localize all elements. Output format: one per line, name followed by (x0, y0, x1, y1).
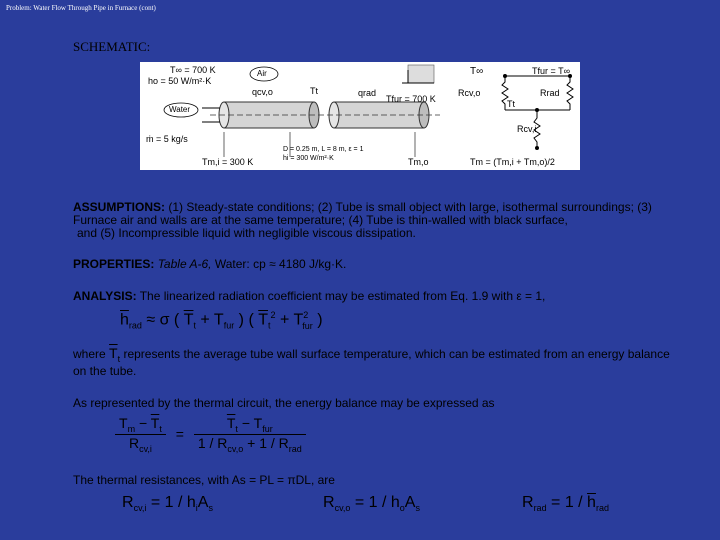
fig-qrad: qrad (358, 88, 377, 98)
fig-tt-circuit: Tt (507, 99, 515, 109)
assumptions-label: ASSUMPTIONS: (73, 200, 166, 214)
eq-rcvi: $R_{cv,i} = 1 / h_iA_s$ (122, 494, 213, 514)
schematic-figure (140, 62, 580, 170)
fig-water: Water (169, 105, 191, 114)
fig-dims: D = 0.25 m, L = 8 m, ε = 1 (283, 146, 364, 153)
fig-tmo: Tm,o (408, 157, 429, 167)
assumptions-line2: Furnace air and walls are at the same temperature; (4) Tube is thin-walled with black surface, (73, 213, 568, 227)
properties-table: Table A-6, (157, 257, 212, 271)
properties-block (73, 258, 346, 271)
analysis-label: ANALYSIS: (73, 289, 137, 303)
properties-label: PROPERTIES: (73, 257, 155, 271)
fig-air: Air (257, 69, 267, 78)
eq-energy-balance: $T_m - \overline{T}_t$ $R_{cv,i}$ = $\overline{T}_t - T_{fur}$ $1 / R_{cv,o} + 1 / R_{rad}$ (115, 415, 306, 454)
fig-tt-top: Tt (310, 86, 318, 96)
assumptions-line3: and (5) Incompressible liquid with negligible viscous dissipation. (77, 226, 416, 240)
fig-rcvo: Rcv,o (458, 88, 481, 98)
fig-tmi: Tm,i = 300 K (202, 157, 254, 167)
fig-tinf-circuit: T∞ (470, 66, 484, 77)
properties-text: Water: cp ≈ 4180 J/kg·K. (214, 257, 347, 271)
thermal-line: As represented by the thermal circuit, the energy balance may be expressed as (73, 396, 495, 410)
fig-rrad: Rrad (540, 88, 560, 98)
fig-mdot: ṁ = 5 kg/s (146, 134, 188, 144)
analysis-text: The linearized radiation coefficient may be estimated from Eq. 1.9 with ε = 1, (139, 289, 546, 303)
where-label: where (73, 347, 106, 361)
where-line: where $\overline{T}_t$ represents the average tube wall surface temperature, which can be estimated from an energy balance (73, 345, 670, 364)
fig-tfur-mid: Tfur = 700 K (386, 94, 436, 104)
where-rest: represents the average tube wall surface temperature, which can be estimated from an energy balance (123, 347, 670, 361)
fig-ho: ho = 50 W/m²·K (148, 76, 212, 86)
slide-header: Problem: Water Flow Through Pipe in Furnace (cont) (6, 4, 156, 12)
fig-tinf-left: T∞ = 700 K (170, 65, 216, 75)
on-tube-line: on the tube. (73, 364, 137, 378)
fig-tfur-eq: Tfur = T∞ (532, 66, 571, 76)
fig-rcvi: Rcv,i (517, 124, 537, 134)
analysis-line (73, 290, 545, 303)
eq-hrad: $\overline{h}_{rad} \approx \sigma$ ( $\overline{T}_t + T_{fur}$ ) ( $\overline{T}_t^2 + T^2_{fur}$ ) (120, 310, 323, 331)
eq-rrad: $R_{rad} = 1 / \overline{h}_{rad}$ (522, 494, 609, 514)
fig-tm: Tm = (Tm,i + Tm,o)/2 (470, 157, 555, 167)
fig-hi: hi = 300 W/m²·K (283, 155, 334, 162)
assumptions-line1: (1) Steady-state conditions; (2) Tube is small object with large, isothermal surroundings; (3) (168, 200, 652, 214)
eq-rcvo: $R_{cv,o} = 1 / h_oA_s$ (323, 494, 420, 514)
schematic-title: SCHEMATIC: (73, 39, 151, 54)
assumptions-block (73, 201, 703, 240)
fig-qcvo: qcv,o (252, 87, 273, 97)
resistances-line: The thermal resistances, with As = PL = πDL, are (73, 473, 335, 487)
